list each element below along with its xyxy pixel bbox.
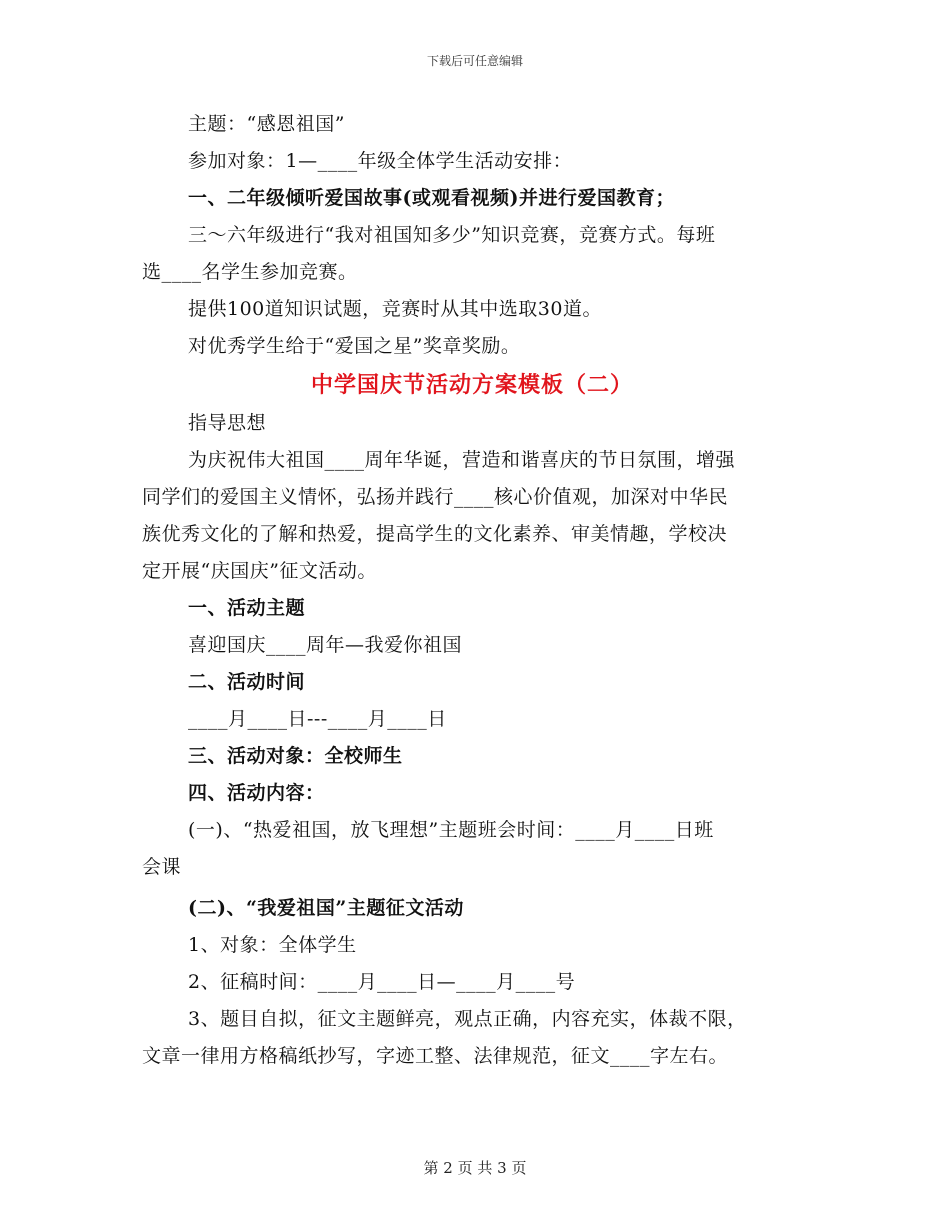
award-line: 对优秀学生给于“爱国之星”奖章奖励。: [188, 335, 521, 357]
essay-rules-line-1: 3、题目自拟，征文主题鲜亮，观点正确，内容充实，体裁不限，: [188, 1008, 747, 1030]
activity-target-heading: 三、活动对象：全校师生: [188, 745, 403, 767]
page-header: 下载后可任意编辑: [426, 54, 523, 68]
activity-time-text: ____月____日---____月____日: [188, 708, 447, 730]
guiding-line-4: 定开展“庆国庆”征文活动。: [142, 560, 377, 582]
essay-time-line: 2、征稿时间：____月____日—____月____号: [188, 971, 576, 993]
activity-content-heading: 四、活动内容：: [188, 782, 325, 804]
quiz-line-2: 选____名学生参加竞赛。: [142, 261, 358, 283]
class-meeting-line-1: (一)、“热爱祖国，放飞理想”主题班会时间：____月____日班: [188, 819, 714, 841]
guiding-line-2: 同学们的爱国主义情怀，弘扬并践行____核心价值观，加深对中华民: [142, 486, 729, 508]
theme-line: 主题：“感恩祖国”: [188, 113, 345, 135]
guiding-line-1: 为庆祝伟大祖国____周年华诞，营造和谐喜庆的节日氛围，增强: [188, 449, 736, 471]
document-body: [142, 106, 802, 1075]
essay-target-line: 1、对象：全体学生: [188, 934, 357, 956]
section-heading-grade1-2: 一、二年级倾听爱国故事(或观看视频)并进行爱国教育；: [188, 187, 675, 209]
activity-theme-heading: 一、活动主题: [188, 597, 306, 619]
section-title: 中学国庆节活动方案模板（二）: [310, 372, 633, 398]
quiz-line-1: 三～六年级进行“我对祖国知多少”知识竞赛，竞赛方式。每班: [188, 224, 716, 246]
activity-time-heading: 二、活动时间: [188, 671, 306, 693]
activity-theme-text: 喜迎国庆____周年—我爱你祖国: [188, 634, 463, 656]
page-footer: 第 2 页 共 3 页: [423, 1159, 527, 1177]
guiding-heading: 指导思想: [188, 412, 267, 434]
essay-rules-line-2: 文章一律用方格稿纸抄写，字迹工整、法律规范，征文____字左右。: [142, 1045, 729, 1067]
class-meeting-line-2: 会课: [142, 856, 182, 878]
questions-line: 提供100道知识试题，竞赛时从其中选取30道。: [188, 298, 602, 320]
participants-line: 参加对象：1—____年级全体学生活动安排：: [188, 150, 573, 172]
guiding-line-3: 族优秀文化的了解和热爱，提高学生的文化素养、审美情趣，学校决: [142, 523, 728, 545]
essay-activity-heading: (二)、“我爱祖国”主题征文活动: [188, 897, 464, 919]
